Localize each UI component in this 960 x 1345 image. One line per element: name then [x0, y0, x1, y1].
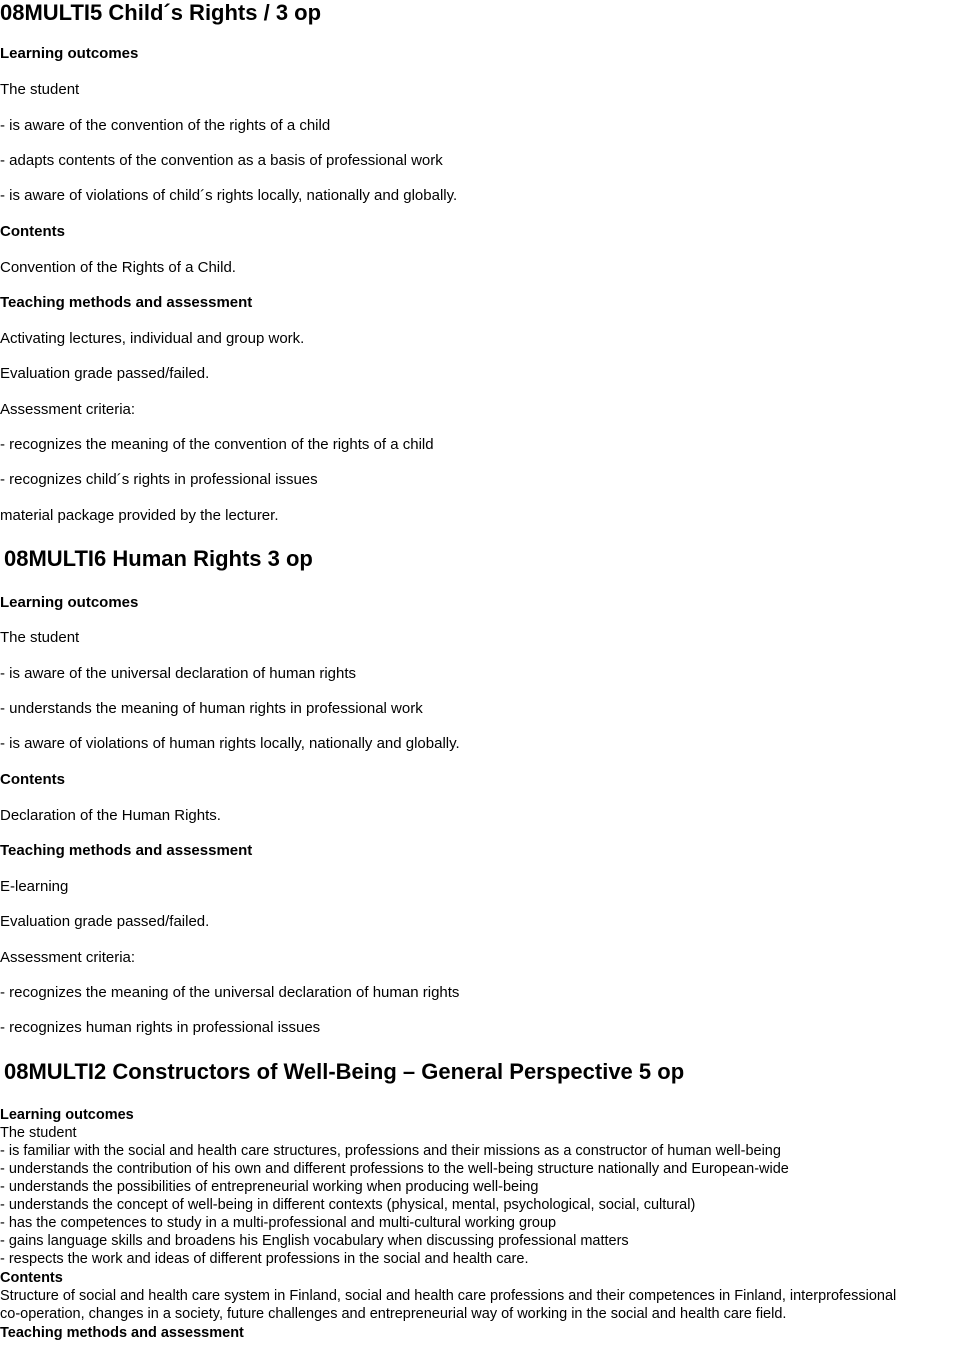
- contents-heading: Contents: [0, 1270, 63, 1286]
- student-label: The student: [0, 629, 80, 646]
- student-label: The student: [0, 81, 80, 98]
- contents-heading: Contents: [0, 223, 65, 240]
- outcome-item: - understands the contribution of his own and different professions to the well-being structure nationally and European-wide: [0, 1161, 789, 1177]
- evaluation-text: Evaluation grade passed/failed.: [0, 365, 210, 382]
- criteria-heading: Assessment criteria:: [0, 949, 136, 966]
- evaluation-text: Evaluation grade passed/failed.: [0, 913, 210, 930]
- teaching-heading: Teaching methods and assessment: [0, 1325, 244, 1341]
- student-label: The student: [0, 1125, 77, 1141]
- learning-outcomes-heading: Learning outcomes: [0, 1107, 134, 1123]
- learning-outcomes-heading: Learning outcomes: [0, 594, 139, 611]
- criteria-heading: Assessment criteria:: [0, 401, 136, 418]
- outcome-item: - understands the meaning of human rights in professional work: [0, 700, 423, 717]
- contents-text: Structure of social and health care system in Finland, social and health care professions and their competences in Finland, interprofessional: [0, 1288, 897, 1304]
- teaching-heading: Teaching methods and assessment: [0, 294, 253, 311]
- outcome-item: - is aware of the convention of the rights of a child: [0, 117, 331, 134]
- course-title: 08MULTI6 Human Rights 3 op: [4, 546, 313, 571]
- outcome-item: - respects the work and ideas of different professions in the social and health care.: [0, 1251, 529, 1267]
- material-text: material package provided by the lecturer.: [0, 507, 279, 524]
- outcome-item: - understands the possibilities of entrepreneurial working when producing well-being: [0, 1179, 539, 1195]
- contents-text: Convention of the Rights of a Child.: [0, 259, 236, 276]
- outcome-item: - has the competences to study in a multi-professional and multi-cultural working group: [0, 1215, 557, 1231]
- learning-outcomes-heading: Learning outcomes: [0, 45, 139, 62]
- criteria-item: - recognizes the meaning of the universal declaration of human rights: [0, 984, 460, 1001]
- outcome-item: - understands the concept of well-being in different contexts (physical, mental, psychological, social, cultural): [0, 1197, 696, 1213]
- contents-heading: Contents: [0, 771, 65, 788]
- criteria-item: - recognizes child´s rights in professional issues: [0, 471, 318, 488]
- outcome-item: - adapts contents of the convention as a basis of professional work: [0, 152, 443, 169]
- course-title: 08MULTI2 Constructors of Well-Being – General Perspective 5 op: [4, 1059, 685, 1084]
- teaching-text: E-learning: [0, 878, 69, 895]
- outcome-item: - is aware of violations of human rights locally, nationally and globally.: [0, 735, 460, 752]
- outcome-item: - gains language skills and broadens his English vocabulary when discussing professional matters: [0, 1233, 629, 1249]
- outcome-item: - is aware of the universal declaration of human rights: [0, 665, 357, 682]
- criteria-item: - recognizes the meaning of the convention of the rights of a child: [0, 436, 434, 453]
- outcome-item: - is familiar with the social and health care structures, professions and their missions as a constructor of human well-being: [0, 1143, 781, 1159]
- contents-text: Declaration of the Human Rights.: [0, 807, 221, 824]
- teaching-text: Activating lectures, individual and group work.: [0, 330, 305, 347]
- criteria-item: - recognizes human rights in professional issues: [0, 1019, 321, 1036]
- outcome-item: - is aware of violations of child´s rights locally, nationally and globally.: [0, 187, 458, 204]
- teaching-heading: Teaching methods and assessment: [0, 842, 253, 859]
- course-title: 08MULTI5 Child´s Rights / 3 op: [0, 0, 322, 25]
- contents-text: co-operation, changes in a society, future challenges and entrepreneurial way of working in the social and health care field.: [0, 1306, 787, 1322]
